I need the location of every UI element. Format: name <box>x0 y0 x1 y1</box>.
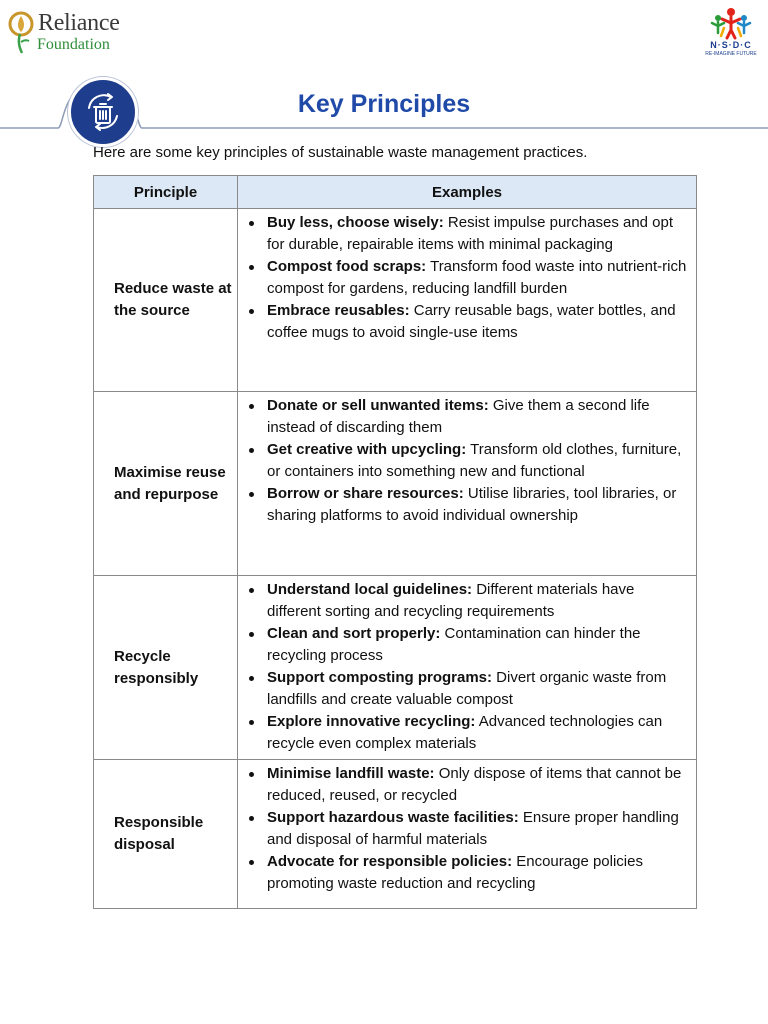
example-text: Encourage policies promoting waste reduction and recycling <box>267 853 643 892</box>
list-item <box>244 300 690 344</box>
table-row <box>94 576 697 760</box>
list-item <box>244 763 690 807</box>
principles-table <box>93 175 697 909</box>
list-item <box>244 623 690 667</box>
list-item <box>244 395 690 439</box>
example-heading: Embrace reusables: <box>267 302 410 319</box>
intro-paragraph: Here are some key principles of sustainable waste management practices. <box>93 144 588 161</box>
examples-cell <box>238 209 697 392</box>
examples-list <box>244 579 690 755</box>
list-item <box>244 579 690 623</box>
example-text: Advanced technologies can recycle even complex materials <box>267 713 663 752</box>
table-row <box>94 209 697 392</box>
example-heading: Compost food scraps: <box>267 258 427 275</box>
principle-cell: Responsible disposal <box>94 760 238 909</box>
example-text: Ensure proper handling and disposal of harmful materials <box>267 809 679 848</box>
example-text: Transform food waste into nutrient-rich compost for gardens, reducing landfill burden <box>267 258 687 297</box>
examples-list <box>244 395 690 527</box>
list-item <box>244 711 690 755</box>
list-item <box>244 851 690 895</box>
principle-cell: Recycle responsibly <box>94 576 238 760</box>
list-item <box>244 807 690 851</box>
example-heading: Buy less, choose wisely: <box>267 214 444 231</box>
table-row <box>94 392 697 576</box>
example-text: Resist impulse purchases and opt for durable, repairable items with minimal packaging <box>267 214 674 253</box>
example-heading: Understand local guidelines: <box>267 581 473 598</box>
list-item <box>244 439 690 483</box>
example-heading: Borrow or share resources: <box>267 485 464 502</box>
recycle-bin-icon <box>81 90 125 134</box>
list-item <box>244 667 690 711</box>
example-text: Only dispose of items that cannot be reduced, reused, or recycled <box>267 765 682 804</box>
list-item <box>244 212 690 256</box>
example-heading: Get creative with upcycling: <box>267 441 467 458</box>
examples-list <box>244 212 690 344</box>
column-header-examples: Examples <box>238 176 697 209</box>
table-header-row <box>94 176 697 209</box>
nsdc-tagline: RE-IMAGINE FUTURE <box>705 51 757 57</box>
example-text: Carry reusable bags, water bottles, and coffee mugs to avoid single-use items <box>267 302 676 341</box>
example-heading: Donate or sell unwanted items: <box>267 397 489 414</box>
example-text: Give them a second life instead of discarding them <box>267 397 650 436</box>
example-heading: Minimise landfill waste: <box>267 765 435 782</box>
column-header-principle: Principle <box>94 176 238 209</box>
table-row <box>94 760 697 909</box>
principle-cell: Maximise reuse and repurpose <box>94 392 238 576</box>
list-item <box>244 483 690 527</box>
nsdc-logo-text: N·S·D·C <box>710 40 752 50</box>
examples-list <box>244 763 690 895</box>
list-item <box>244 256 690 300</box>
principle-cell: Reduce waste at the source <box>94 209 238 392</box>
section-badge <box>68 77 138 147</box>
reliance-flame-icon <box>8 10 36 54</box>
foundation-logo-text: Foundation <box>37 36 110 53</box>
example-heading: Support hazardous waste facilities: <box>267 809 519 826</box>
examples-cell <box>238 392 697 576</box>
example-heading: Clean and sort properly: <box>267 625 441 642</box>
nsdc-logo <box>700 6 762 58</box>
example-text: Contamination can hinder the recycling process <box>267 625 641 664</box>
reliance-logo-text: Reliance <box>38 10 120 36</box>
example-heading: Explore innovative recycling: <box>267 713 476 730</box>
example-text: Different materials have different sorting and recycling requirements <box>267 581 635 620</box>
examples-cell <box>238 576 697 760</box>
reliance-foundation-logo <box>8 8 138 54</box>
example-text: Divert organic waste from landfills and create valuable compost <box>267 669 667 708</box>
examples-cell <box>238 760 697 909</box>
page-title: Key Principles <box>297 90 471 118</box>
example-text: Transform old clothes, furniture, or containers into something new and functional <box>267 441 682 480</box>
example-heading: Support composting programs: <box>267 669 492 686</box>
example-text: Utilise libraries, tool libraries, or sharing platforms to avoid individual ownership <box>267 485 677 524</box>
example-heading: Advocate for responsible policies: <box>267 853 513 870</box>
nsdc-figures-icon <box>708 6 754 40</box>
